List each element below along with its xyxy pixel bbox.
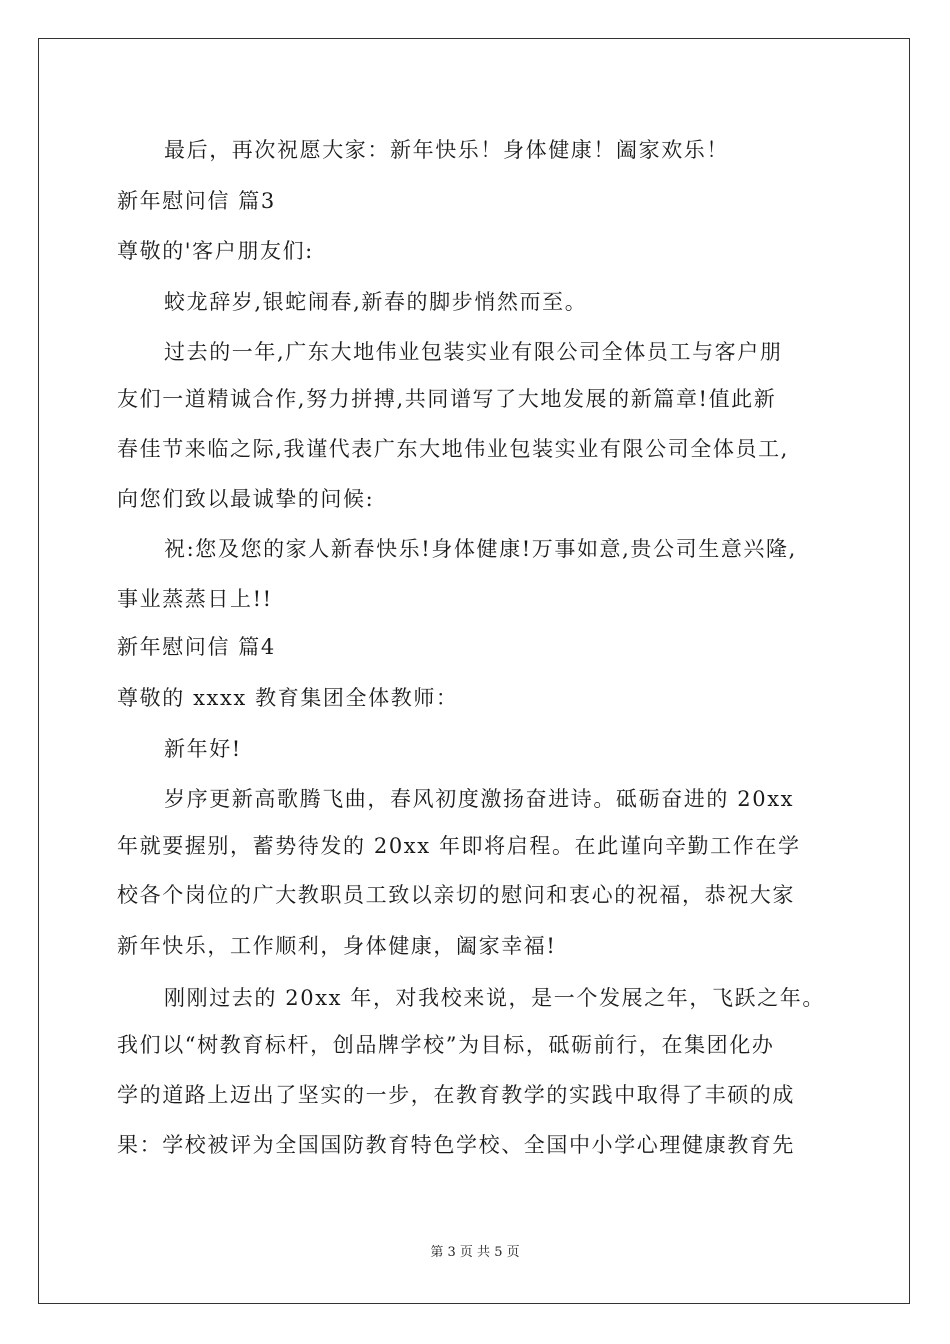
paragraph-line: 友们一道精诚合作,努力拼搏,共同谱写了大地发展的新篇章!值此新 [117, 387, 777, 411]
paragraph-line: 过去的一年,广东大地伟业包装实业有限公司全体员工与客户朋 [164, 340, 783, 364]
paragraph-line: 祝:您及您的家人新春快乐!身体健康!万事如意,贵公司生意兴隆, [164, 537, 797, 561]
paragraph-line: 我们以“树教育标杆，创品牌学校”为目标，砥砺前行，在集团化办 [117, 1033, 775, 1057]
salutation-clients: 尊敬的'客户朋友们: [117, 239, 314, 263]
paragraph-line: 学的道路上迈出了坚实的一步，在教育教学的实践中取得了丰硕的成 [117, 1083, 795, 1107]
paragraph-line: 果：学校被评为全国国防教育特色学校、全国中小学心理健康教育先 [117, 1133, 795, 1157]
section-heading-4: 新年慰问信 篇4 [117, 635, 276, 659]
page-number-footer: 第 3 页 共 5 页 [430, 1245, 520, 1260]
section-heading-3: 新年慰问信 篇3 [117, 189, 276, 213]
salutation-teachers: 尊敬的 xxxx 教育集团全体教师： [117, 686, 459, 710]
closing-wishes: 最后，再次祝愿大家：新年快乐！身体健康！阖家欢乐！ [164, 138, 729, 162]
paragraph-line: 春佳节来临之际,我谨代表广东大地伟业包装实业有限公司全体员工, [117, 437, 789, 461]
paragraph-line: 校各个岗位的广大教职员工致以亲切的慰问和衷心的祝福，恭祝大家 [117, 883, 795, 907]
paragraph-line: 新年快乐，工作顺利，身体健康，阖家幸福! [117, 934, 557, 958]
greeting-line: 新年好! [164, 737, 242, 761]
paragraph-line: 刚刚过去的 20xx 年，对我校来说，是一个发展之年，飞跃之年。 [164, 986, 825, 1010]
paragraph-line: 向您们致以最诚挚的问候: [117, 487, 375, 511]
paragraph-line: 年就要握别，蓄势待发的 20xx 年即将启程。在此谨向辛勤工作在学 [117, 834, 801, 858]
paragraph-line: 蛟龙辞岁,银蛇闹春,新春的脚步悄然而至。 [164, 290, 588, 314]
paragraph-line: 事业蒸蒸日上!! [117, 587, 273, 611]
paragraph-line: 岁序更新高歌腾飞曲，春风初度激扬奋进诗。砥砺奋进的 20xx [164, 787, 795, 811]
page-border [38, 38, 910, 1304]
